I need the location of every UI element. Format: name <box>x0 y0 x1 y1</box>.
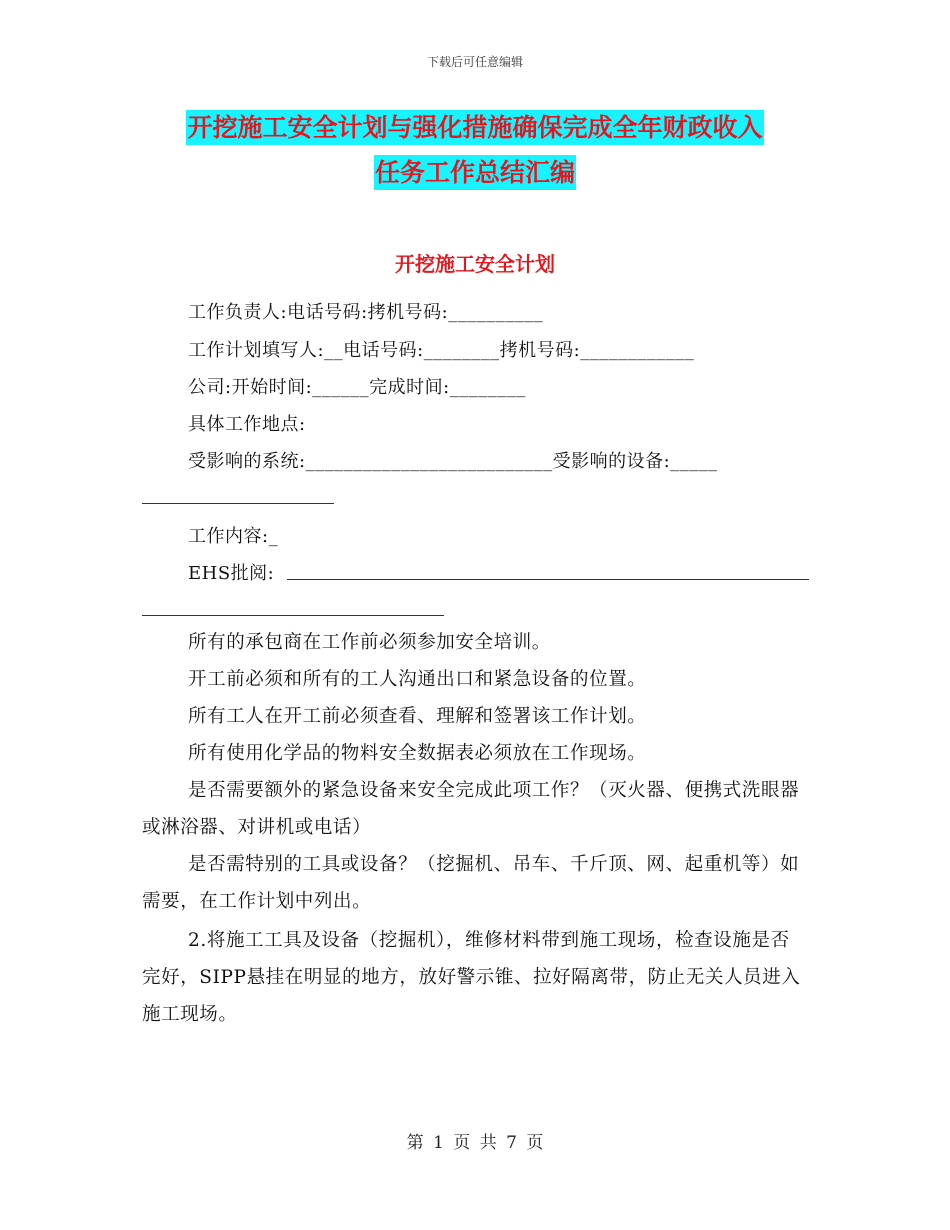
header-note: 下载后可任意编辑 <box>426 55 523 69</box>
document-title-line-2 <box>0 157 950 189</box>
affected-continuation-rule <box>142 503 334 504</box>
ehs-continuation-rule <box>142 615 444 616</box>
form-ehs-line: EHS批阅: <box>188 563 275 584</box>
document-title-line-1 <box>0 112 950 144</box>
section-subtitle: 开挖施工安全计划 <box>395 252 555 276</box>
paragraph: 是否需特别的工具或设备？（挖掘机、吊车、千斤顶、网、起重机等）如需要，在工作计划中列出。 <box>142 854 800 912</box>
form-affected-line: 受影响的系统:__________________________受影响的设备:_____ <box>188 451 718 472</box>
form-content-line: 工作内容:_ <box>188 526 279 547</box>
title-line-2-text: 任务工作总结汇编 <box>374 155 576 190</box>
paragraph: 开工前必须和所有的工人沟通出口和紧急设备的位置。 <box>188 669 647 690</box>
paragraph: 是否需要额外的紧急设备来安全完成此项工作？（灭火器、便携式洗眼器或淋浴器、对讲机或电话） <box>142 780 800 838</box>
paragraph: 2.将施工工具及设备（挖掘机），维修材料带到施工现场，检查设施是否完好，SIPP悬挂在明显的地方，放好警示锥、拉好隔离带，防止无关人员进入施工现场。 <box>142 930 801 1025</box>
paragraph: 所有工人在开工前必须查看、理解和签署该工作计划。 <box>188 706 647 727</box>
form-responsible-line: 工作负责人:电话号码:拷机号码:__________ <box>188 302 544 323</box>
page-footer: 第 1 页 共 7 页 <box>406 1133 544 1153</box>
title-line-1-text: 开挖施工安全计划与强化措施确保完成全年财政收入 <box>186 110 763 145</box>
form-planner-line: 工作计划填写人:__电话号码:________拷机号码:____________ <box>188 340 695 361</box>
form-company-line: 公司:开始时间:______完成时间:________ <box>188 377 526 398</box>
form-location-line: 具体工作地点: <box>188 414 306 435</box>
paragraph: 所有的承包商在工作前必须参加安全培训。 <box>188 632 551 653</box>
ehs-signature-rule <box>287 579 809 580</box>
paragraph: 所有使用化学品的物料安全数据表必须放在工作现场。 <box>188 743 647 764</box>
